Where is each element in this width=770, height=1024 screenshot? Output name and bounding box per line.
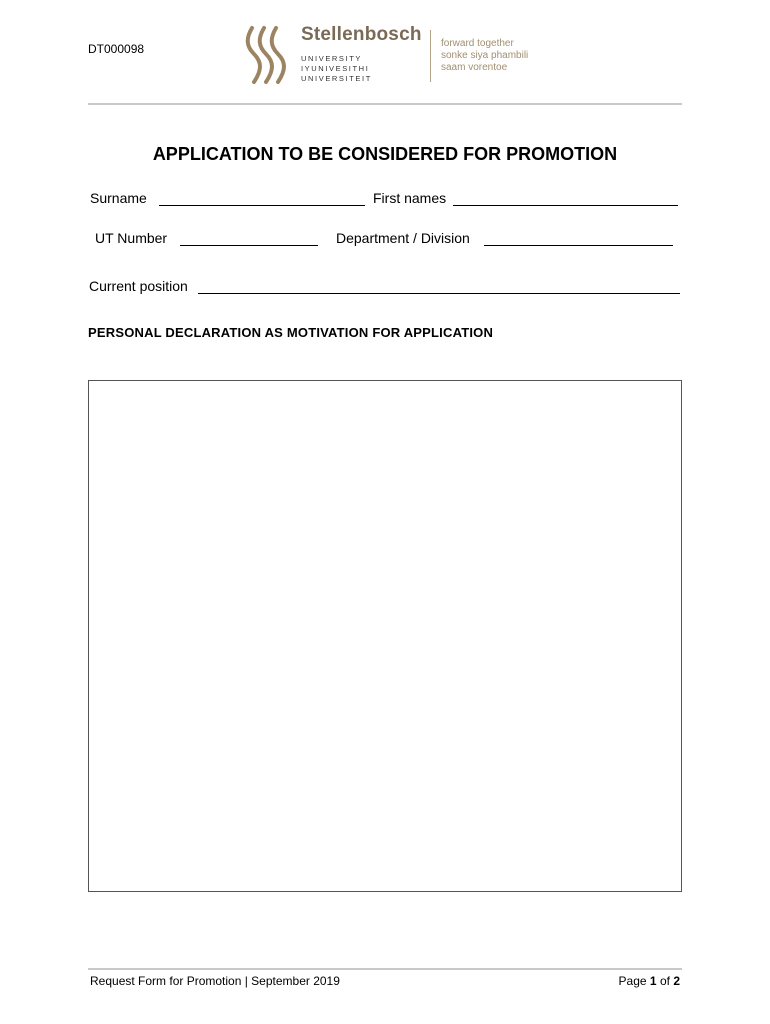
logo-tagline-2: sonke siya phambili bbox=[441, 50, 529, 61]
current-position-field[interactable] bbox=[198, 293, 680, 294]
document-code: DT000098 bbox=[88, 42, 145, 56]
ut-number-label: UT Number bbox=[95, 230, 168, 246]
logo-line-2: IYUNIVESITHI bbox=[301, 64, 370, 73]
surname-label: Surname bbox=[90, 190, 147, 206]
current-position-label: Current position bbox=[89, 278, 188, 294]
page-of: of bbox=[659, 974, 670, 988]
logo-tagline-1: forward together bbox=[441, 38, 514, 49]
form-title: APPLICATION TO BE CONSIDERED FOR PROMOTION bbox=[152, 144, 618, 164]
first-names-field[interactable] bbox=[453, 205, 678, 206]
first-names-label: First names bbox=[373, 190, 447, 206]
logo-line-3: UNIVERSITEIT bbox=[301, 74, 372, 83]
footer-text: Request Form for Promotion | September 2019 bbox=[90, 974, 340, 988]
logo-tagline-3: saam vorentoe bbox=[441, 62, 508, 73]
department-label: Department / Division bbox=[336, 230, 470, 246]
logo-divider bbox=[430, 30, 431, 82]
logo-line-1: UNIVERSITY bbox=[301, 54, 363, 63]
footer-divider bbox=[88, 968, 682, 970]
ut-number-field[interactable] bbox=[180, 245, 318, 246]
page-prefix: Page bbox=[618, 974, 647, 988]
declaration-textarea[interactable] bbox=[88, 380, 682, 892]
surname-field[interactable] bbox=[159, 205, 365, 206]
logo-emblem-icon bbox=[244, 24, 292, 86]
header-divider bbox=[88, 103, 682, 105]
section-heading: PERSONAL DECLARATION AS MOTIVATION FOR APPLICATION bbox=[88, 325, 494, 340]
university-logo bbox=[244, 24, 544, 86]
department-field[interactable] bbox=[484, 245, 673, 246]
logo-name: Stellenbosch bbox=[301, 24, 422, 45]
page-current: 1 bbox=[649, 974, 657, 988]
page-number bbox=[619, 974, 680, 988]
page-total: 2 bbox=[673, 974, 680, 988]
